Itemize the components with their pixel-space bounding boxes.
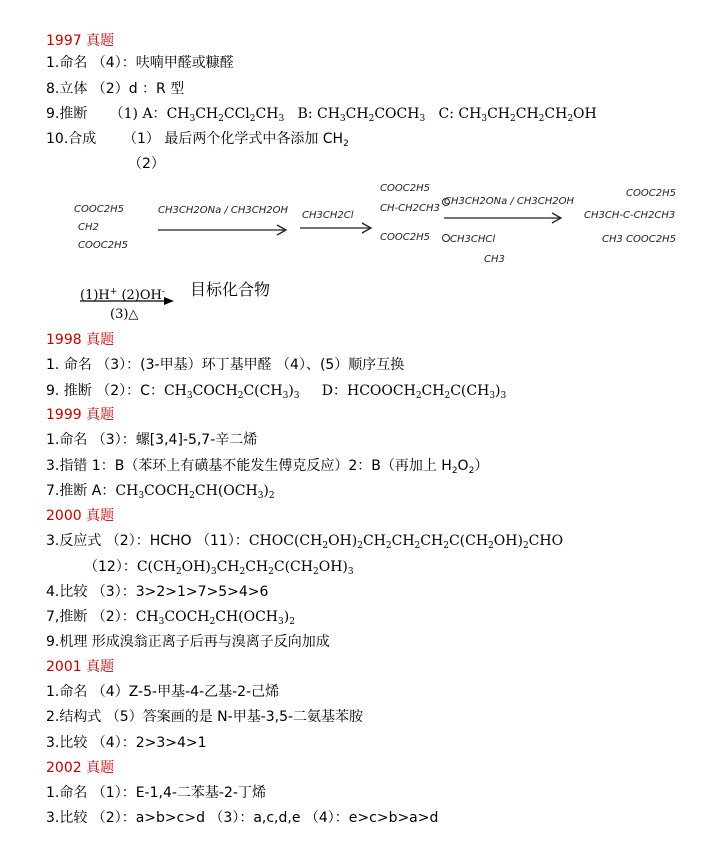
formula-text: CH <box>391 533 415 549</box>
item-1998-9: 9. 推断 （2）：C：$CH_3COCH_2C(CH_3)_3$ D：$HCOOCH_2CH_2C(CH_3)_3$ <box>46 383 507 401</box>
item-1999-7: 7.推断 A：$CH_3COCH_2CH(OCH_3)_2$ <box>46 483 275 501</box>
scheme-reagent-1: CH3CH2ONa / CH3CH2OH <box>158 205 289 216</box>
item-2001-2: 2.结构式 （5）答案画的是 N-甲基-3,5-二氨基苯胺 <box>46 709 364 725</box>
scheme-mid-3: COOC2H5 <box>380 232 430 243</box>
formula-text: CH <box>458 106 482 122</box>
item-1997-1: 1.命名 （4）：呋喃甲醛或糠醛 <box>46 55 234 71</box>
formula-subscript: 2 <box>414 541 421 551</box>
formula-a <box>167 106 285 122</box>
scheme-start-2: CH2 <box>78 222 99 233</box>
formula-text: ) <box>263 483 269 499</box>
formula-text: CH <box>245 559 269 575</box>
item-1997-10: 10.合成 （1） 最后两个化学式中各添加 $CH_2$ <box>46 131 349 149</box>
formula-subscript: 3 <box>257 491 264 501</box>
formula-text: ) <box>495 383 501 399</box>
item-2000-4: 4.比较 （3）：3>2>1>7>5>4>6 <box>46 584 269 600</box>
section-title-1998: 1998 真题 <box>46 332 115 348</box>
formula-subscript: 2 <box>239 567 246 577</box>
formula-subscript: 2 <box>368 114 375 124</box>
formula-text: OH <box>573 106 597 122</box>
formula-text: C(CH <box>450 383 490 399</box>
item-2000-3: 3.反应式 （2）：HCHO （11）：$CHOC(CH_2OH)_2CH_2CH_2CH_2C(CH_2OH)_2CHO$ <box>46 533 564 551</box>
scheme-start-1: COOC2H5 <box>74 204 124 215</box>
scheme-prod-3: CH3 COOC2H5 <box>602 234 676 245</box>
scheme-mid-5: CH3 <box>484 254 505 265</box>
scheme-reagent-3: CH3CH2ONa / CH3CH2OH <box>444 196 575 207</box>
item-2000-9: 9.机理 形成溴翁正离子后再与溴离子反向加成 <box>46 634 330 650</box>
formula-subscript: 2 <box>522 541 529 551</box>
scheme-mid-4: CH3CHCl <box>450 234 496 245</box>
formula-subscript: 2 <box>218 114 224 124</box>
formula-subscript: 3 <box>186 391 193 401</box>
scheme-start-3: COOC2H5 <box>78 240 128 251</box>
formula-text: CH(OCH <box>215 609 279 625</box>
formula-subscript: 2 <box>175 567 182 577</box>
section-title-2002: 2002 真题 <box>46 760 115 776</box>
formula-subscript: 3 <box>282 391 289 401</box>
formula-text: CH <box>317 106 340 122</box>
scheme-condition-bottom: (3)△ <box>110 307 139 322</box>
formula-text: CH <box>195 106 219 122</box>
chemical-formula <box>137 559 354 575</box>
formula-text: CCl <box>223 106 250 122</box>
item-2000-3-12: （12）：$C(CH_2OH)_3CH_2CH_2C(CH_2OH)_3$ <box>84 559 354 577</box>
formula-subscript: 2 <box>415 391 422 401</box>
item-1997-8: 8.立体 （2）d ：R 型 <box>46 81 185 97</box>
item-2002-1: 1.命名 （1）：E-1,4-二苯基-2-丁烯 <box>46 785 266 801</box>
formula-text: C(CH <box>273 559 313 575</box>
formula-text: CH <box>345 106 369 122</box>
scheme-mid-2: CH-CH2CH3 <box>380 203 440 214</box>
formula-text: C(CH <box>448 533 489 549</box>
item-1998-1: 1. 命名 （3）：(3-甲基）环丁基甲醛 （4）、(5）顺序互换 <box>46 357 405 373</box>
formula-subscript: 3 <box>210 567 217 577</box>
scheme-prod-2: CH3CH-C-CH2CH3 <box>584 210 676 221</box>
formula-subscript: 3 <box>278 114 285 124</box>
formula-subscript: 2 <box>385 541 392 551</box>
formula-subscript: 3 <box>419 114 426 124</box>
formula-subscript: 3 <box>339 114 346 124</box>
formula-subscript: 3 <box>189 114 196 124</box>
formula-subscript: 3 <box>278 617 284 627</box>
formula-subscript: 2 <box>444 391 451 401</box>
formula-text: CHOC(CH <box>248 533 323 549</box>
formula-text: CH <box>421 383 445 399</box>
formula-text: OH) <box>493 533 523 549</box>
formula-subscript: 2 <box>268 567 274 577</box>
scheme-reagent-2: CH3CH2Cl <box>302 210 354 221</box>
item-2001-3: 3.比较 （4）：2>3>4>1 <box>46 735 207 751</box>
formula-subscript: 2 <box>289 617 295 627</box>
formula-subscript: 2 <box>488 541 494 551</box>
formula-subscript: 2 <box>189 491 195 501</box>
formula-text: CH <box>255 106 279 122</box>
formula-text: CH <box>166 106 190 122</box>
section-title-1999: 1999 真题 <box>46 407 115 423</box>
formula-subscript: 3 <box>489 391 496 401</box>
formula-subscript: 2 <box>237 391 244 401</box>
formula-text: CH <box>515 106 539 122</box>
formula-text: CH <box>115 483 139 499</box>
formula-text: COCH <box>164 609 210 625</box>
section-title-2000: 2000 真题 <box>46 508 115 524</box>
formula-subscript: 2 <box>510 114 516 124</box>
formula-subscript: 2 <box>357 541 363 551</box>
formula-subscript: 3 <box>158 617 165 627</box>
formula-text: CH <box>135 609 159 625</box>
chemical-formula <box>115 483 274 499</box>
formula-text: ) <box>283 609 290 625</box>
formula-subscript: 2 <box>538 114 545 124</box>
item-1997-10-2: （2） <box>128 156 165 172</box>
formula-c <box>458 106 596 122</box>
formula-text: CH <box>487 106 510 122</box>
formula-text: C(CH <box>136 559 176 575</box>
formula-subscript: 3 <box>347 567 354 577</box>
formula-subscript: 3 <box>293 391 300 401</box>
item-1999-3: 3.指错 1：B（苯环上有磺基不能发生傅克反应）2：B（再加上 $H_2O_2$） <box>46 458 489 476</box>
formula-subscript: 2 <box>443 541 449 551</box>
formula-text: OH) <box>328 533 358 549</box>
scheme-mid-1: COOC2H5 <box>380 183 430 194</box>
formula-text: CHO <box>528 533 564 549</box>
chemical-formula <box>164 383 300 399</box>
item-1997-9: 9.推断 （1) A：$CH_3CH_2CCl_2CH_3$ B: $CH_3CH_2COCH_3$ C: $CH_3CH_2CH_2CH_2OH$ <box>46 106 597 124</box>
formula-text: COCH <box>144 483 190 499</box>
formula-text: C(CH <box>243 383 283 399</box>
scheme-target: 目标化合物 <box>190 280 271 299</box>
formula-b <box>317 106 425 122</box>
formula-subscript: 3 <box>500 391 507 401</box>
formula-text: CH <box>216 559 240 575</box>
formula-text: HCOOCH <box>347 383 416 399</box>
formula-subscript: 3 <box>138 491 145 501</box>
formula-text: OH) <box>318 559 348 575</box>
item-2001-1: 1.命名 （4）Z-5-甲基-4-乙基-2-己烯 <box>46 684 280 700</box>
formula-text: COCH <box>374 106 420 122</box>
chemical-formula <box>249 533 563 549</box>
formula-text: CH <box>544 106 568 122</box>
formula-subscript: 2 <box>209 617 216 627</box>
section-title-1997: 1997 真题 <box>46 33 115 49</box>
section-title-2001: 2001 真题 <box>46 659 115 675</box>
formula-text: CH <box>420 533 444 549</box>
chemical-formula <box>347 383 506 399</box>
formula-text: COCH <box>192 383 238 399</box>
item-2002-3: 3.比较 （2）：a>b>c>d （3）：a,c,d,e （4）：e>c>b>a>d <box>46 810 439 826</box>
scheme-condition-top: (1)H+ (2)OH- <box>80 287 165 303</box>
formula-subscript: 2 <box>312 567 319 577</box>
formula-subscript: 2 <box>567 114 574 124</box>
scheme-prod-1: COOC2H5 <box>626 188 676 199</box>
formula-text: CH(OCH <box>194 483 258 499</box>
formula-text: CH <box>163 383 187 399</box>
formula-text: ) <box>288 383 294 399</box>
formula-subscript: 3 <box>481 114 488 124</box>
formula-subscript: 2 <box>268 491 275 501</box>
item-1999-1: 1.命名 （3）：螺[3,4]-5,7-辛二烯 <box>46 432 258 448</box>
formula-text: CH <box>362 533 386 549</box>
formula-text: OH) <box>181 559 211 575</box>
formula-subscript: 2 <box>322 541 329 551</box>
chemical-formula <box>136 609 295 625</box>
formula-subscript: 2 <box>249 114 256 124</box>
item-2000-7: 7,推断 （2）：$CH_3COCH_2CH(OCH_3)_2$ <box>46 609 295 627</box>
